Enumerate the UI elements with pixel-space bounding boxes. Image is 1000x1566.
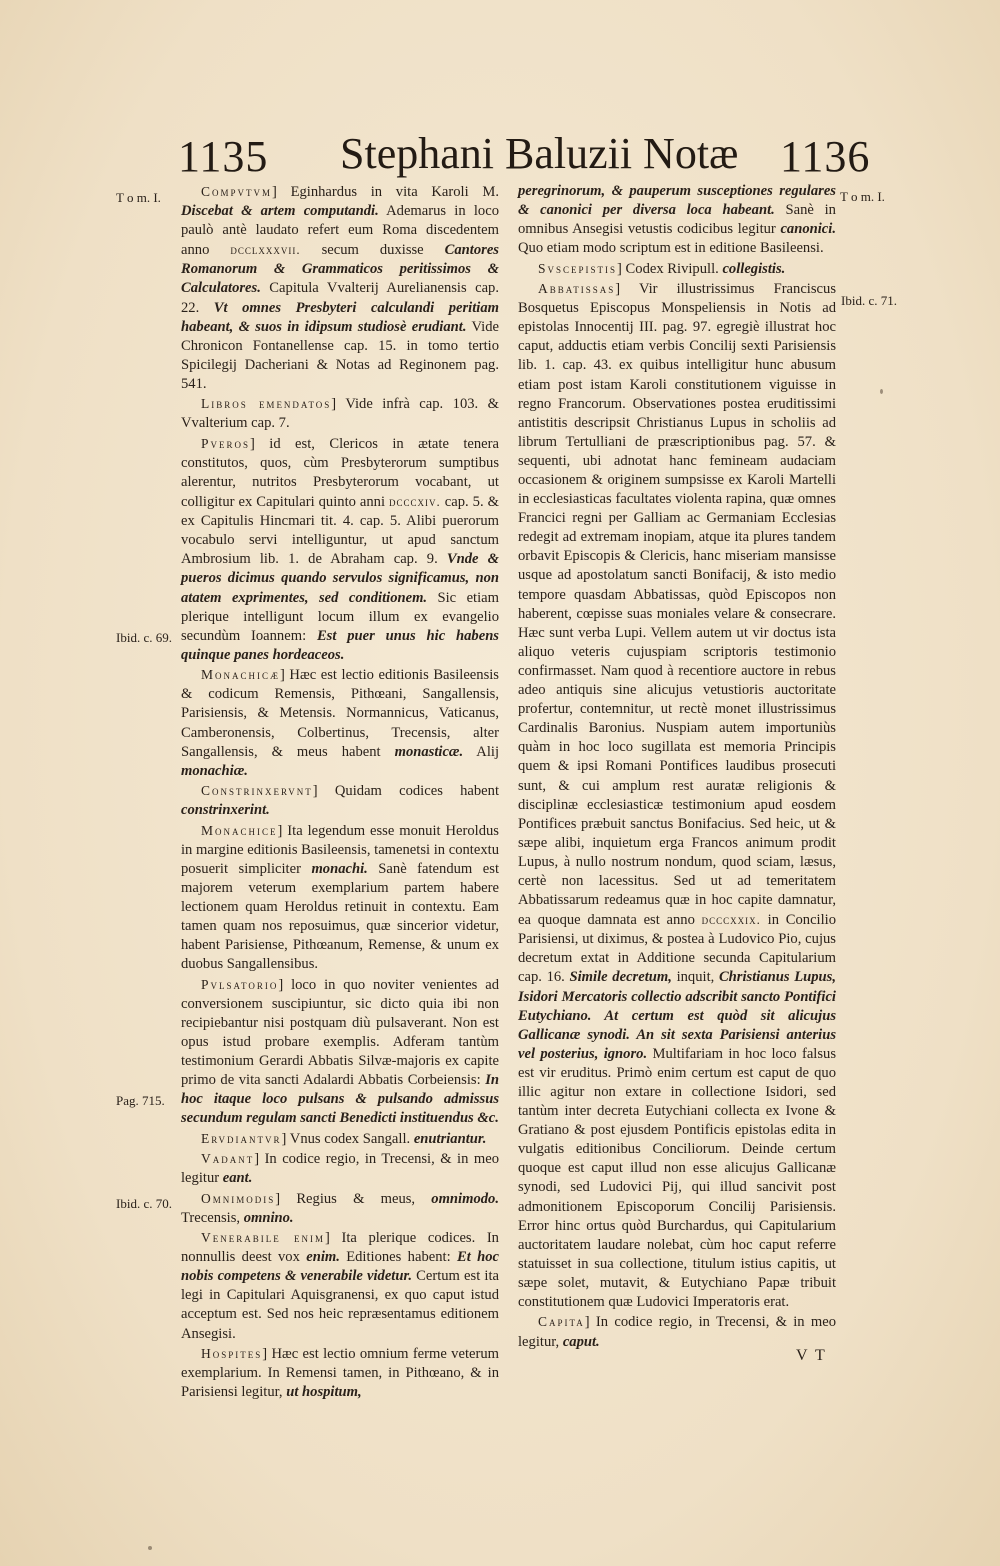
margin-note-ibid-69: Ibid. c. 69. (116, 630, 172, 645)
italic-quote: Vnde & pueros dicimus quando servulos significamus, non atatem exprimentes, sed conditionem. (181, 551, 499, 606)
note-entry (181, 182, 499, 394)
note-lemma: Capita (538, 1314, 585, 1330)
note-lemma: Ervdiantvr (201, 1130, 282, 1146)
note-text: ] Vide infrà cap. 103. & Vvalterium cap. 7. (181, 396, 499, 432)
note-text: inquit, (671, 969, 719, 986)
note-text: Sanè in omnibus Ansegisi vetustis codicibus legitur (518, 202, 836, 238)
margin-note-ibid-70: Ibid. c. 70. (116, 1196, 172, 1211)
note-text: ] In codice regio, in Trecensi, & in meo legitur, (518, 1314, 836, 1350)
page-number-left: 1135 (178, 132, 269, 181)
note-text: ] Quidam codices habent (312, 783, 499, 800)
note-entry (518, 182, 836, 258)
italic-quote: Est puer unus hic habens quinque panes hordeaceos. (181, 627, 499, 663)
note-lemma: Abbatissas (538, 281, 616, 297)
note-text: Editiones habent: (339, 1249, 457, 1266)
note-lemma: Pveros (201, 435, 251, 451)
italic-quote: caput. (562, 1333, 600, 1350)
note-text: Trecensis, (181, 1209, 244, 1226)
italic-quote: monasticæ. (394, 743, 464, 760)
note-text: ] id est, Clericos in ætate tenera constitutos, quos, cùm Presbyterorum sumptibus alerentur, nutritos Presbyterorum vocabant, ut colligitur ex Capitulari quinto anni (181, 435, 499, 511)
note-lemma: Hospites (201, 1345, 263, 1361)
italic-quote: Christianus Lupus, Isidori Mercatoris collectio adscribit sancto Pontifici Eutychiano. At certum est quòd sit alicujus Gallicanæ synodi. An sit sexta Parisiensi anterius vel posterius, ignoro. (518, 969, 836, 1062)
note-text: Quo etiam modo scriptum est in editione Basileensi. (518, 240, 824, 257)
left-text-column (181, 182, 499, 1402)
note-text: ] Ita plerique codices. In nonnullis deest vox (181, 1230, 499, 1266)
note-text: ] Hæc est lectio editionis Basileensis & codicum Remensis, Pithœani, Sangallensis, Parisiensis, & Metensis. Normannicus, Vaticanus, Camberonensis, Colbertinus, Trecensis, alter Sangallensis, & meus habent (181, 667, 499, 760)
note-text: dcccxxix. (701, 912, 761, 928)
italic-quote: Simile decretum, (569, 969, 672, 986)
note-text: ] Eginhardus in vita Karoli M. (272, 184, 499, 200)
italic-quote: enutriantur. (413, 1130, 487, 1147)
italic-quote: ut hospitum, (286, 1384, 362, 1401)
note-text: Vide Chronicon Fontanellense cap. 15. in tomo tertio Spicilegij Dacheriani & Notas ad Reginonem pag. 541. (181, 318, 499, 392)
note-entry (181, 781, 499, 820)
note-entry (181, 1129, 499, 1149)
note-entry (181, 1228, 499, 1344)
note-entry (518, 1312, 836, 1351)
note-entry (181, 1149, 499, 1188)
italic-quote: peregrinorum, & pauperum susceptiones regulares & canonici per diversa loca habeant. (518, 183, 836, 219)
note-entry (181, 434, 499, 665)
note-text: ] Vnus codex Sangall. (281, 1130, 414, 1147)
note-text: secum duxisse (300, 242, 445, 259)
note-text: in Concilio Parisiensi, ut diximus, & postea à Ludovico Pio, cujus decretum extat in Additione secunda Capitularium cap. 16. (518, 912, 837, 986)
note-text: Alij (463, 743, 500, 760)
note-text: ] loco in quo noviter venientes ad conversionem suscipiuntur, sic dicto quia ibi non recipiebantur nisi postquam diù pulsaverant. Non est opus istud probare exemplis. Adferam tantùm testimonium Gerardi Abbatis Silvæ-majoris ex capite primo de vita sancti Adalardi Abbatis Corbeiensis: (181, 976, 499, 1089)
note-text: Capitula Vvalterij Aurelianensis cap. 22. (181, 280, 499, 316)
note-text: dcccxiv. (389, 494, 441, 510)
margin-note-tom-left: T o m. I. (116, 190, 161, 205)
italic-quote: Discebat & artem computandi. (181, 203, 379, 220)
italic-quote: monachi. (311, 860, 368, 877)
italic-quote: In hoc itaque loco pulsans & pulsando admissus secundum regulam sancti Benedicti instituendus &c. (181, 1072, 499, 1127)
note-lemma: Pvlsatorio (201, 976, 279, 992)
italic-quote: Et hoc nobis competens & venerabile videtur. (181, 1249, 500, 1285)
note-text: ] Hæc est lectio omnium ferme veterum exemplarium. In Remensi tamen, in Pithœano, & in Parisiensi legitur, (181, 1345, 499, 1401)
note-lemma: Vadant (201, 1151, 255, 1167)
note-entry (181, 1189, 499, 1228)
note-entry (181, 394, 499, 433)
note-entry (181, 975, 499, 1129)
italic-quote: omnino. (243, 1209, 294, 1226)
note-lemma: Constrinxervnt (201, 783, 313, 799)
margin-note-pag-715: Pag. 715. (116, 1093, 165, 1108)
note-text: ] In codice regio, in Trecensi, & in meo legitur (181, 1151, 499, 1187)
note-text: ] Ita legendum esse monuit Heroldus in margine editionis Basileensis, tamenetsi in contextu posuerit simpliciter (181, 822, 499, 877)
paper-speck (148, 1546, 152, 1550)
right-text-column (518, 182, 836, 1352)
italic-quote: omnimodo. (431, 1190, 499, 1207)
note-text: Certum est ita legi in Capitulari Aquisgranensi, ex quo caput istud acceptum est. Sed nos heic repræsentamus editionem Ansegisi. (181, 1268, 499, 1342)
note-text: Ademarus in loco paulò antè laudato refert eum Roma discedentem anno (181, 203, 499, 259)
note-lemma: Monachice (201, 822, 278, 838)
note-lemma: Omnimodis (201, 1190, 276, 1206)
margin-note-ibid-71: Ibid. c. 71. (841, 293, 897, 308)
running-title: Stephani Baluzii Notæ (340, 129, 739, 178)
note-entry (181, 1344, 499, 1402)
note-lemma: Monachicæ (201, 667, 281, 683)
note-text: cap. 5. & ex Capitulis Hincmari tit. 4. cap. 5. Alibi puerorum vocabulo servi intelliguntur, ut apud sanctum Ambrosium lib. 1. de Abraham cap. 9. (181, 494, 499, 568)
italic-quote: collegistis. (722, 260, 786, 277)
page-number-right: 1136 (780, 132, 871, 181)
note-lemma: Compvtvm (201, 184, 273, 199)
italic-quote: monachiæ. (181, 762, 248, 779)
note-text: ] Codex Rivipull. (617, 260, 723, 277)
note-text: ] Vir illustrissimus Franciscus Bosquetus Episcopus Monspeliensis in Notis ad epistolas Innocentij III. pag. 97. egregiè illustrat hoc caput, adductis etiam verbis Concilij sexti Parisiensis lib. 1. cap. 43. ex quibus intelligitur hunc abusum etiam post istam Karoli constitutionem viguisse in regno Francorum. Observationes postea eruditissimi antistitis descripsit Christianus Lupus in scholiis ad librum Tertulliani de præscriptionibus pag. 57. & sequenti, ubi adnotat hanc femineam audaciam occasionem & originem sumpsisse ex Karoli Martelli in ecclesiasticas facultates violenta rapina, quæ omnes Francici regni per Galliam ac Germaniam Ecclesias redegit ad extremam inopiam, atque ita plures tandem orbavit Episcopis & Clericis, hanc miseriam mansisse usque ad apostolatum sancti Bonifacij, & isto medio tempore quasdam Abbatissas, quòd Episcopos non haberent, cœpisse suas moniales velare & consecrare. Hæc sunt verba Lupi. Vellem autem ut vir doctus ista aliquo veteris cujuspiam scriptoris testimonio confirmasset. Nam quod à recentiore auctore in rebus adeo antiquis sine alicujus vetustioris auctoritate profertur, contemnitur, ut rectè monet illustrissimus Cardinalis Baronius. Nuspiam autem importuniùs quàm in hoc loco sugillata est memoria Principis quem & ipsi Romani Pontifices laudibus prosecuti sunt, & cui amplum rest auratæ religionis & disciplinæ ecclesiasticæ testimonium apud eosdem Pontifices præbuit sanctus Bonifacius. Sed heic, ut & sæpe alibi, inquietum erga Francos animum prodit Lupus, à nullo nostrum nondum, quod sciam, læsus, certè non lacessitus. Sed ut ad temeritatem Abbatissarum redeamus quæ in hoc capite damnatur, ea quoque damnata est anno (518, 281, 836, 929)
note-text: Sanè fatendum est majorem veterum exemplarium partem habere lectionem quam Heroldus retinuit in contextu. Eam tamen quam nos reposuimus, quæ sincerior videtur, habent Parisiense, Pithœanum, Remense, & unum ex duobus Sangallensibus. (181, 860, 499, 973)
italic-quote: Vt omnes Presbyteri calculandi peritiam habeant, & suos in idipsum studiosè erudiant. (181, 299, 499, 335)
italic-quote: Cantores Romanorum & Grammaticos peritissimos & Calculatores. (181, 242, 499, 297)
catchword: V T (796, 1347, 827, 1364)
note-entry (518, 279, 836, 1312)
note-text: Sic etiam plerique intelligunt locum illum ex evangelio secundùm Ioannem: (181, 589, 499, 644)
note-entry (518, 259, 836, 279)
note-text: Multifariam in hoc loco falsus est vir eruditus. Primò enim certum est caput de quo illic agitur non extare in collectione Isidori, sed tantùm inter decreta Eutychiani collecta ex Ivone & Gratiano & post ejusdem Pontificis epistolas edita in vulgatis editionibus Conciliorum. Deinde certum quoque est caput illud non esse alicujus Gallicanæ synodi, sed Ludovici Pij, qui illud sancivit post admonitionem Episcoporum Concilij Parisiensis. Error hinc ortus quòd Burchardus, qui Capitularium auctoritatem laudare nolebat, cùm hoc caput referre statuisset in sua collectione, titulum istius capitis, ut sæpe solet, mutavit, & Eutychiano Papæ tribuit constitutionem quæ Ludovici Imperatoris erat. (518, 1045, 837, 1311)
italic-quote: constrinxerint. (181, 802, 270, 819)
italic-quote: enim. (306, 1249, 340, 1266)
note-lemma: Svscepistis (538, 260, 618, 276)
italic-quote: canonici. (780, 221, 836, 238)
paper-speck (880, 389, 883, 394)
note-lemma: Libros emendatos (201, 396, 332, 412)
italic-quote: eant. (222, 1170, 253, 1187)
note-text: dcclxxxvii. (230, 242, 301, 258)
note-lemma: Venerabile enim (201, 1230, 326, 1246)
note-text: ] Regius & meus, (275, 1190, 432, 1207)
note-entry (181, 821, 499, 975)
margin-note-tom-right: T o m. I. (840, 189, 885, 204)
note-entry (181, 665, 499, 781)
